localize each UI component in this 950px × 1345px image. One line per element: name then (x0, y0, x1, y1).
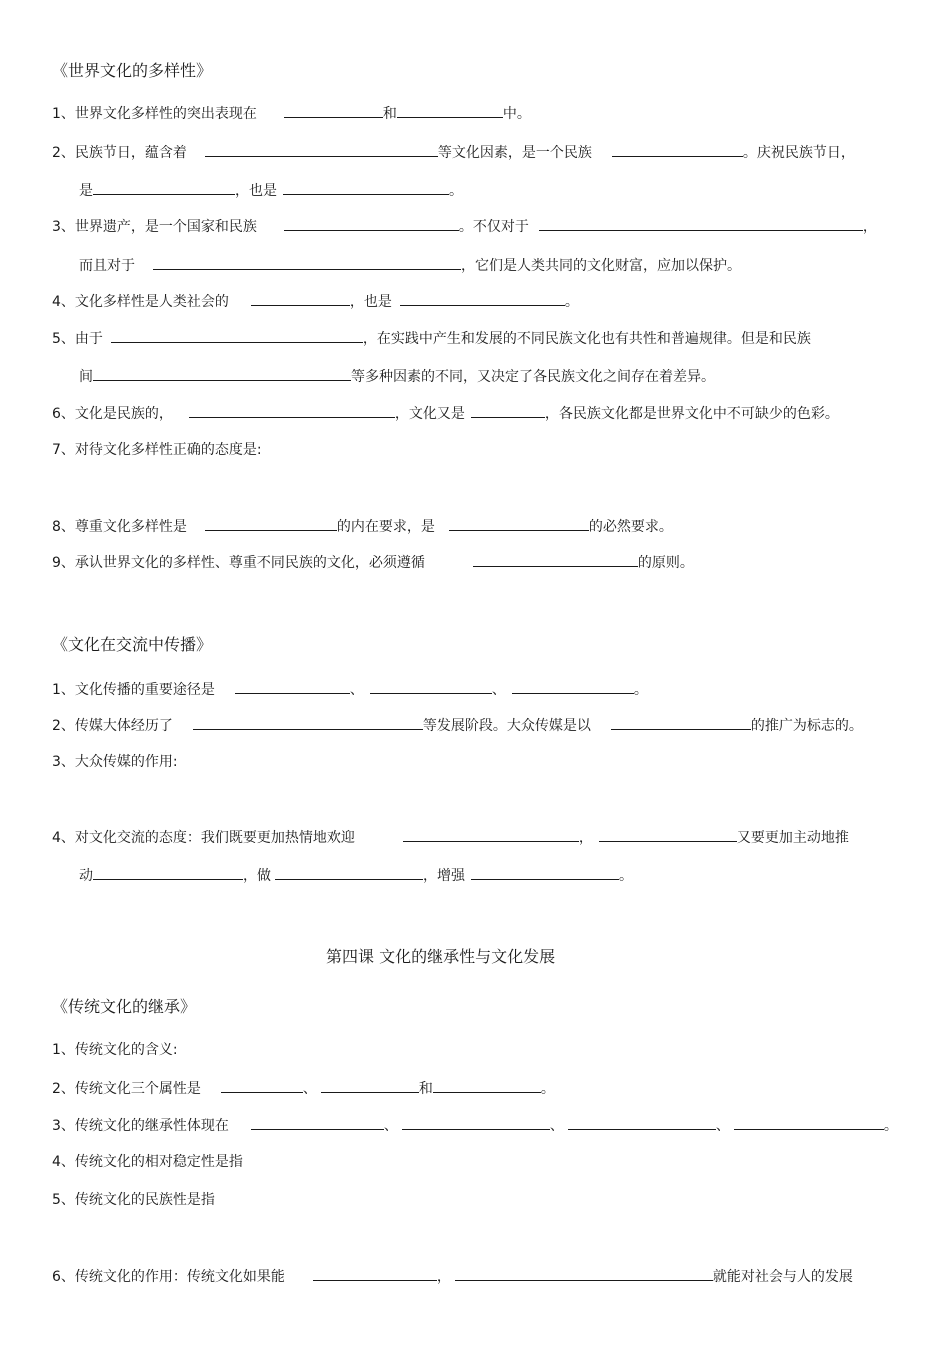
question-text: 中。 (502, 106, 531, 122)
question-text: ， (436, 1269, 451, 1285)
question-text: ，在实践中产生和发展的不同民族文化也有共性和普遍规律。但是和民族 (362, 331, 811, 347)
question-text: 2、传媒大体经历了 (52, 718, 173, 734)
answer-blank[interactable] (93, 866, 243, 880)
question-text: 。 (619, 868, 633, 884)
answer-blank[interactable] (402, 1116, 550, 1130)
question-text: 、 (715, 1118, 730, 1134)
answer-blank[interactable] (455, 1267, 713, 1281)
answer-blank[interactable] (473, 553, 638, 567)
question-text: ，它们是人类共同的文化财富，应加以保护。 (461, 258, 741, 274)
answer-blank[interactable] (284, 217, 459, 231)
question-3-6 (52, 1267, 853, 1286)
question-text: 6、文化是民族的， (52, 406, 173, 422)
answer-blank[interactable] (251, 292, 350, 306)
answer-blank[interactable] (205, 517, 337, 531)
question-text: ，也是 (349, 294, 392, 310)
question-text: 间 (79, 369, 93, 385)
question-text: 3、大众传媒的作用: (52, 754, 178, 770)
section-heading-cultural-diversity: 《世界文化的多样性》 (52, 61, 213, 80)
answer-blank[interactable] (283, 181, 449, 195)
question-2-4-continued (79, 866, 633, 885)
question-text: 2、民族节日，蕴含着 (52, 145, 187, 161)
question-text: ，文化又是 (394, 406, 465, 422)
question-3-2 (52, 1079, 555, 1098)
question-1-3-continued (79, 256, 741, 275)
answer-blank[interactable] (321, 1079, 419, 1093)
question-text: 2、传统文化三个属性是 (52, 1081, 201, 1097)
answer-blank[interactable] (370, 680, 492, 694)
answer-blank[interactable] (284, 104, 383, 118)
question-text: 和 (418, 1081, 433, 1097)
answer-blank[interactable] (599, 828, 737, 842)
question-3-3 (52, 1116, 898, 1135)
question-1-4 (52, 292, 579, 311)
answer-blank[interactable] (193, 716, 423, 730)
question-text: 1、世界文化多样性的突出表现在 (52, 106, 257, 122)
answer-blank[interactable] (403, 828, 579, 842)
question-1-8 (52, 517, 673, 536)
question-text: 和 (382, 106, 397, 122)
section-heading-cultural-communication: 《文化在交流中传播》 (52, 635, 213, 654)
question-text: 的必然要求。 (588, 519, 673, 535)
answer-blank[interactable] (153, 256, 461, 270)
question-3-1 (52, 1041, 178, 1059)
question-text: 3、世界遗产，是一个国家和民族 (52, 219, 257, 235)
question-text: 就能对社会与人的发展 (712, 1269, 853, 1285)
question-1-7 (52, 441, 262, 459)
answer-blank[interactable] (93, 367, 351, 381)
question-1-2-continued (79, 181, 463, 200)
question-text: 又要更加主动地推 (736, 830, 849, 846)
question-text: 8、尊重文化多样性是 (52, 519, 187, 535)
question-2-2 (52, 716, 863, 735)
question-text: 9、承认世界文化的多样性、尊重不同民族的文化，必须遵循 (52, 555, 425, 571)
question-text: 的推广为标志的。 (750, 718, 863, 734)
question-1-3 (52, 217, 877, 236)
question-text: 6、传统文化的作用：传统文化如果能 (52, 1269, 285, 1285)
answer-blank[interactable] (471, 866, 619, 880)
answer-blank[interactable] (313, 1267, 437, 1281)
question-text: 、 (302, 1081, 317, 1097)
question-text: 动 (79, 868, 93, 884)
answer-blank[interactable] (189, 404, 395, 418)
question-text: ，做 (243, 868, 271, 884)
lesson-title: 第四课 文化的继承性与文化发展 (326, 947, 556, 966)
answer-blank[interactable] (400, 292, 565, 306)
question-3-4 (52, 1153, 243, 1171)
question-text: 。 (564, 294, 579, 310)
question-text: 而且对于 (79, 258, 135, 274)
answer-blank[interactable] (611, 716, 751, 730)
question-text: 的内在要求，是 (336, 519, 435, 535)
question-text: 等多种因素的不同，又决定了各民族文化之间存在着差异。 (351, 369, 715, 385)
question-text: 是 (79, 183, 93, 199)
answer-blank[interactable] (275, 866, 423, 880)
answer-blank[interactable] (734, 1116, 884, 1130)
question-2-4 (52, 828, 849, 847)
question-text: 5、由于 (52, 331, 103, 347)
question-text: 1、传统文化的含义: (52, 1042, 178, 1058)
answer-blank[interactable] (111, 329, 363, 343)
answer-blank[interactable] (539, 217, 863, 231)
question-text: 等文化因素，是一个民族 (437, 145, 592, 161)
section-heading-traditional-culture: 《传统文化的继承》 (52, 997, 197, 1016)
question-1-5 (52, 329, 811, 348)
question-text: 4、对文化交流的态度：我们既要更加热情地欢迎 (52, 830, 355, 846)
question-text: 。 (540, 1081, 555, 1097)
answer-blank[interactable] (221, 1079, 303, 1093)
question-text: 4、传统文化的相对稳定性是指 (52, 1154, 243, 1170)
question-text: ，增强 (423, 868, 465, 884)
answer-blank[interactable] (205, 143, 438, 157)
question-text: 等发展阶段。大众传媒是以 (422, 718, 591, 734)
question-text: 。庆祝民族节日， (742, 145, 855, 161)
question-1-6 (52, 404, 839, 423)
answer-blank[interactable] (433, 1079, 541, 1093)
question-text: 的原则。 (637, 555, 694, 571)
question-text: 。 (449, 183, 463, 199)
question-text: 5、传统文化的民族性是指 (52, 1192, 215, 1208)
question-2-1 (52, 680, 648, 699)
question-text: ， (862, 219, 877, 235)
answer-blank[interactable] (397, 104, 503, 118)
question-text: 4、文化多样性是人类社会的 (52, 294, 229, 310)
answer-blank[interactable] (512, 680, 634, 694)
question-2-3 (52, 753, 178, 771)
question-text: 。 (883, 1118, 898, 1134)
answer-blank[interactable] (568, 1116, 716, 1130)
question-text: 、 (491, 682, 506, 698)
answer-blank[interactable] (612, 143, 743, 157)
answer-blank[interactable] (235, 680, 350, 694)
question-text: 。 (633, 682, 648, 698)
question-1-2 (52, 143, 855, 162)
question-text: 。不仅对于 (458, 219, 529, 235)
question-text: 3、传统文化的继承性体现在 (52, 1118, 229, 1134)
question-text: 7、对待文化多样性正确的态度是: (52, 442, 262, 458)
answer-blank[interactable] (449, 517, 589, 531)
question-text: 、 (349, 682, 364, 698)
answer-blank[interactable] (471, 404, 545, 418)
question-1-9 (52, 553, 694, 572)
question-text: 、 (549, 1118, 564, 1134)
question-text: 、 (383, 1118, 398, 1134)
question-text: 1、文化传播的重要途径是 (52, 682, 215, 698)
question-text: ，也是 (235, 183, 277, 199)
answer-blank[interactable] (93, 181, 235, 195)
question-3-5 (52, 1191, 215, 1209)
question-text: ， (578, 830, 593, 846)
question-1-1 (52, 104, 531, 123)
question-1-5-continued (79, 367, 715, 386)
question-text: ，各民族文化都是世界文化中不可缺少的色彩。 (544, 406, 839, 422)
answer-blank[interactable] (251, 1116, 384, 1130)
